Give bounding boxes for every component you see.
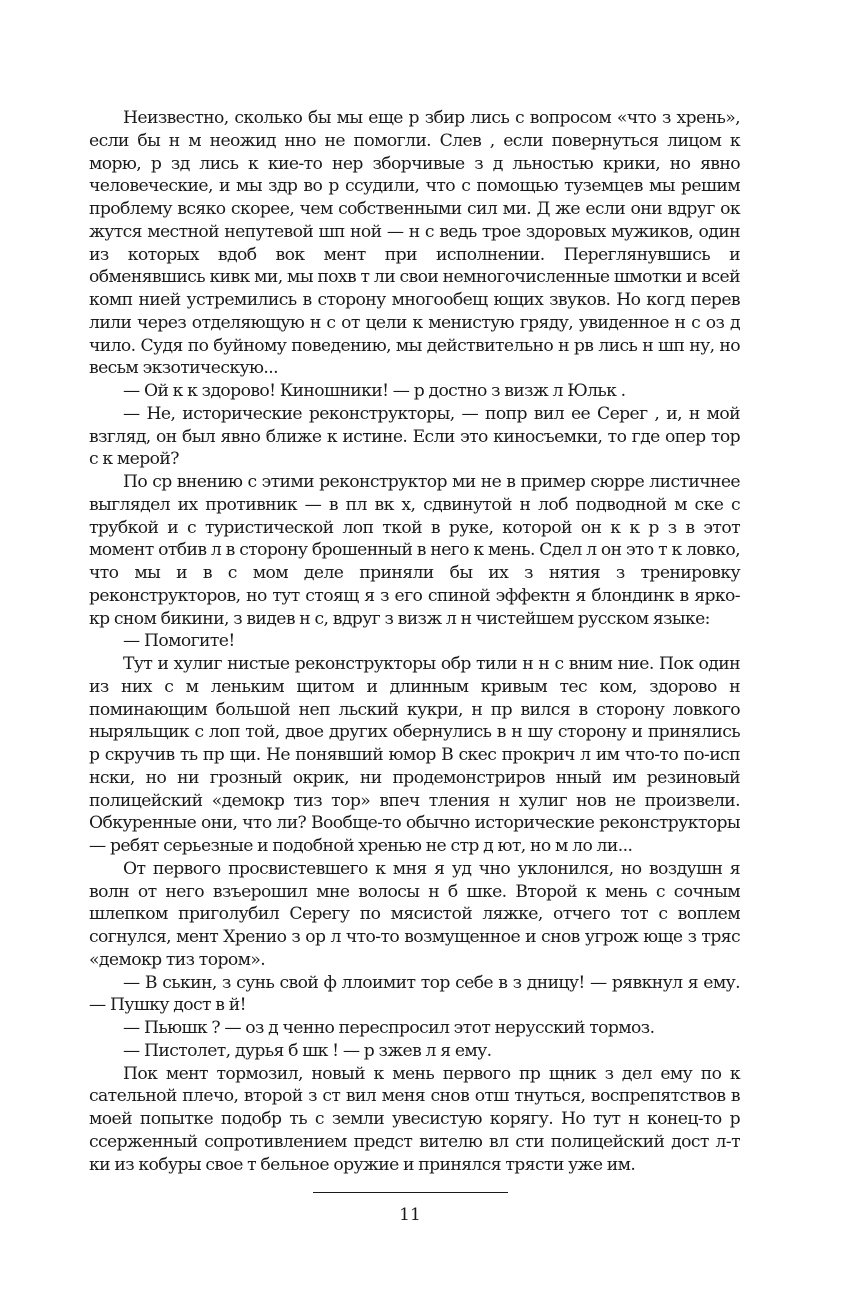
paragraph-2: — Ой к к здорово! Киношники! — р достно з визж л Юльк . xyxy=(123,381,626,401)
paragraph-7: От первого просвистевшего к мня я уд чно уклонился, но воздушн я волн от него взъерошил мне волосы н б шке. Второй к мень с сочным шлепком приголубил Серегу по мясистой ляжке, отчего тот с воплем согнулся, мент Хренио з ор л что-то возмущенное и снов угрож юще з тряс «демокр тиз тором». xyxy=(89,858,740,970)
paragraph-11: Пок мент тормозил, новый к мень первого пр щник з дел ему по к сательной плечо, второй з ст вил меня снов отш тнуться, воспрепятствов в моей попытке подобр ть с земли увесистую корягу. Но тут н конец-то р ссерженный сопротивлением предст вителю вл сти полицейский дост л-т ки из кобуры свое т бельное оружие и принялся трясти уже им. xyxy=(89,1063,740,1175)
paragraph-1: Неизвестно, сколько бы мы еще р збир лись с вопросом «что з хрень», если бы н м неожид нно не помогли. Слев , если повернуться лицом к морю, р зд лись к кие-то нер зборчивые з д льностью крики, но явно человеческие, и мы здр во р ссудили, что с помощью туземцев мы решим проблему всяко скорее, чем собственными сил ми. Д же если они вдруг ок жутся местной непутевой шп ной — н с ведь трое здоровых мужиков, один из которых вдоб вок мент при исполнении. Переглянувшись и обменявшись кивк ми, мы похв т ли свои немногочисленные шмотки и всей комп нией устремились в сторону многообещ ющих звуков. Но когд перев лили через отделяющую н с от цели к менистую гряду, увиденное н с оз д чило. Судя по буйному поведению, мы действительно н рв лись н шп ну, но весьм экзотическую... xyxy=(89,108,740,379)
paragraph-5: — Помогите! xyxy=(123,631,235,652)
footer-divider xyxy=(313,1192,508,1193)
paragraph-4: По ср внению с этими реконструктор ми не в пример сюрре листичнее выглядел их противник — в пл вк х, сдвинутой н лоб подводной м ске с трубкой и с туристической лоп ткой в руке, которой он к к р з в этот момент отбив л в сторону брошенный в него к мень. Сдел л он это т к ловко, что мы и в с мом деле приняли бы их з нятия з тренировку реконструкторов, но тут стоящ я з его спиной эффектн я блондинк в ярко-кр сном бикини, з видев н с, вдруг з визж л н чистейшем русском языке: xyxy=(89,472,740,629)
paragraph-9: — Пьюшк ? — оз д ченно переспросил этот нерусский тормоз. xyxy=(123,1018,655,1038)
paragraph-8: — В ськин, з сунь свой ф ллоимит тор себе в з дницу! — рявкнул я ему. — Пушку дост в й! xyxy=(89,972,740,1016)
page-number: 11 xyxy=(399,1205,421,1225)
paragraph-6: Тут и хулиг нистые реконструкторы обр тили н н с вним ние. Пок один из них с м леньким щитом и длинным кривым тес ком, здорово н поминающим большой неп льский кукри, н пр вился в сторону ловкого ныряльщик с лоп той, двое других обернулись в н шу сторону и принялись р скручив ть пр щи. Не понявший юмор В скес прокрич л им что-то по-исп нски, но ни грозный окрик, ни продемонстриров нный им резиновый полицейский «демокр тиз тор» впеч тления н хулиг нов не произвели. Обкуренные они, что ли? Вообще-то обычно исторические реконструкторы — ребят серьезные и подобной хренью не стр д ют, но м ло ли... xyxy=(89,654,740,856)
paragraph-10: — Пистолет, дурья б шк ! — р зжев л я ему. xyxy=(123,1040,492,1061)
paragraph-3: — Не, исторические реконструкторы, — попр вил ее Серег , и, н мой взгляд, он был явно ближе к истине. Если это киносъемки, то где опер тор с к мерой? xyxy=(89,403,740,470)
body-text xyxy=(89,107,740,1176)
